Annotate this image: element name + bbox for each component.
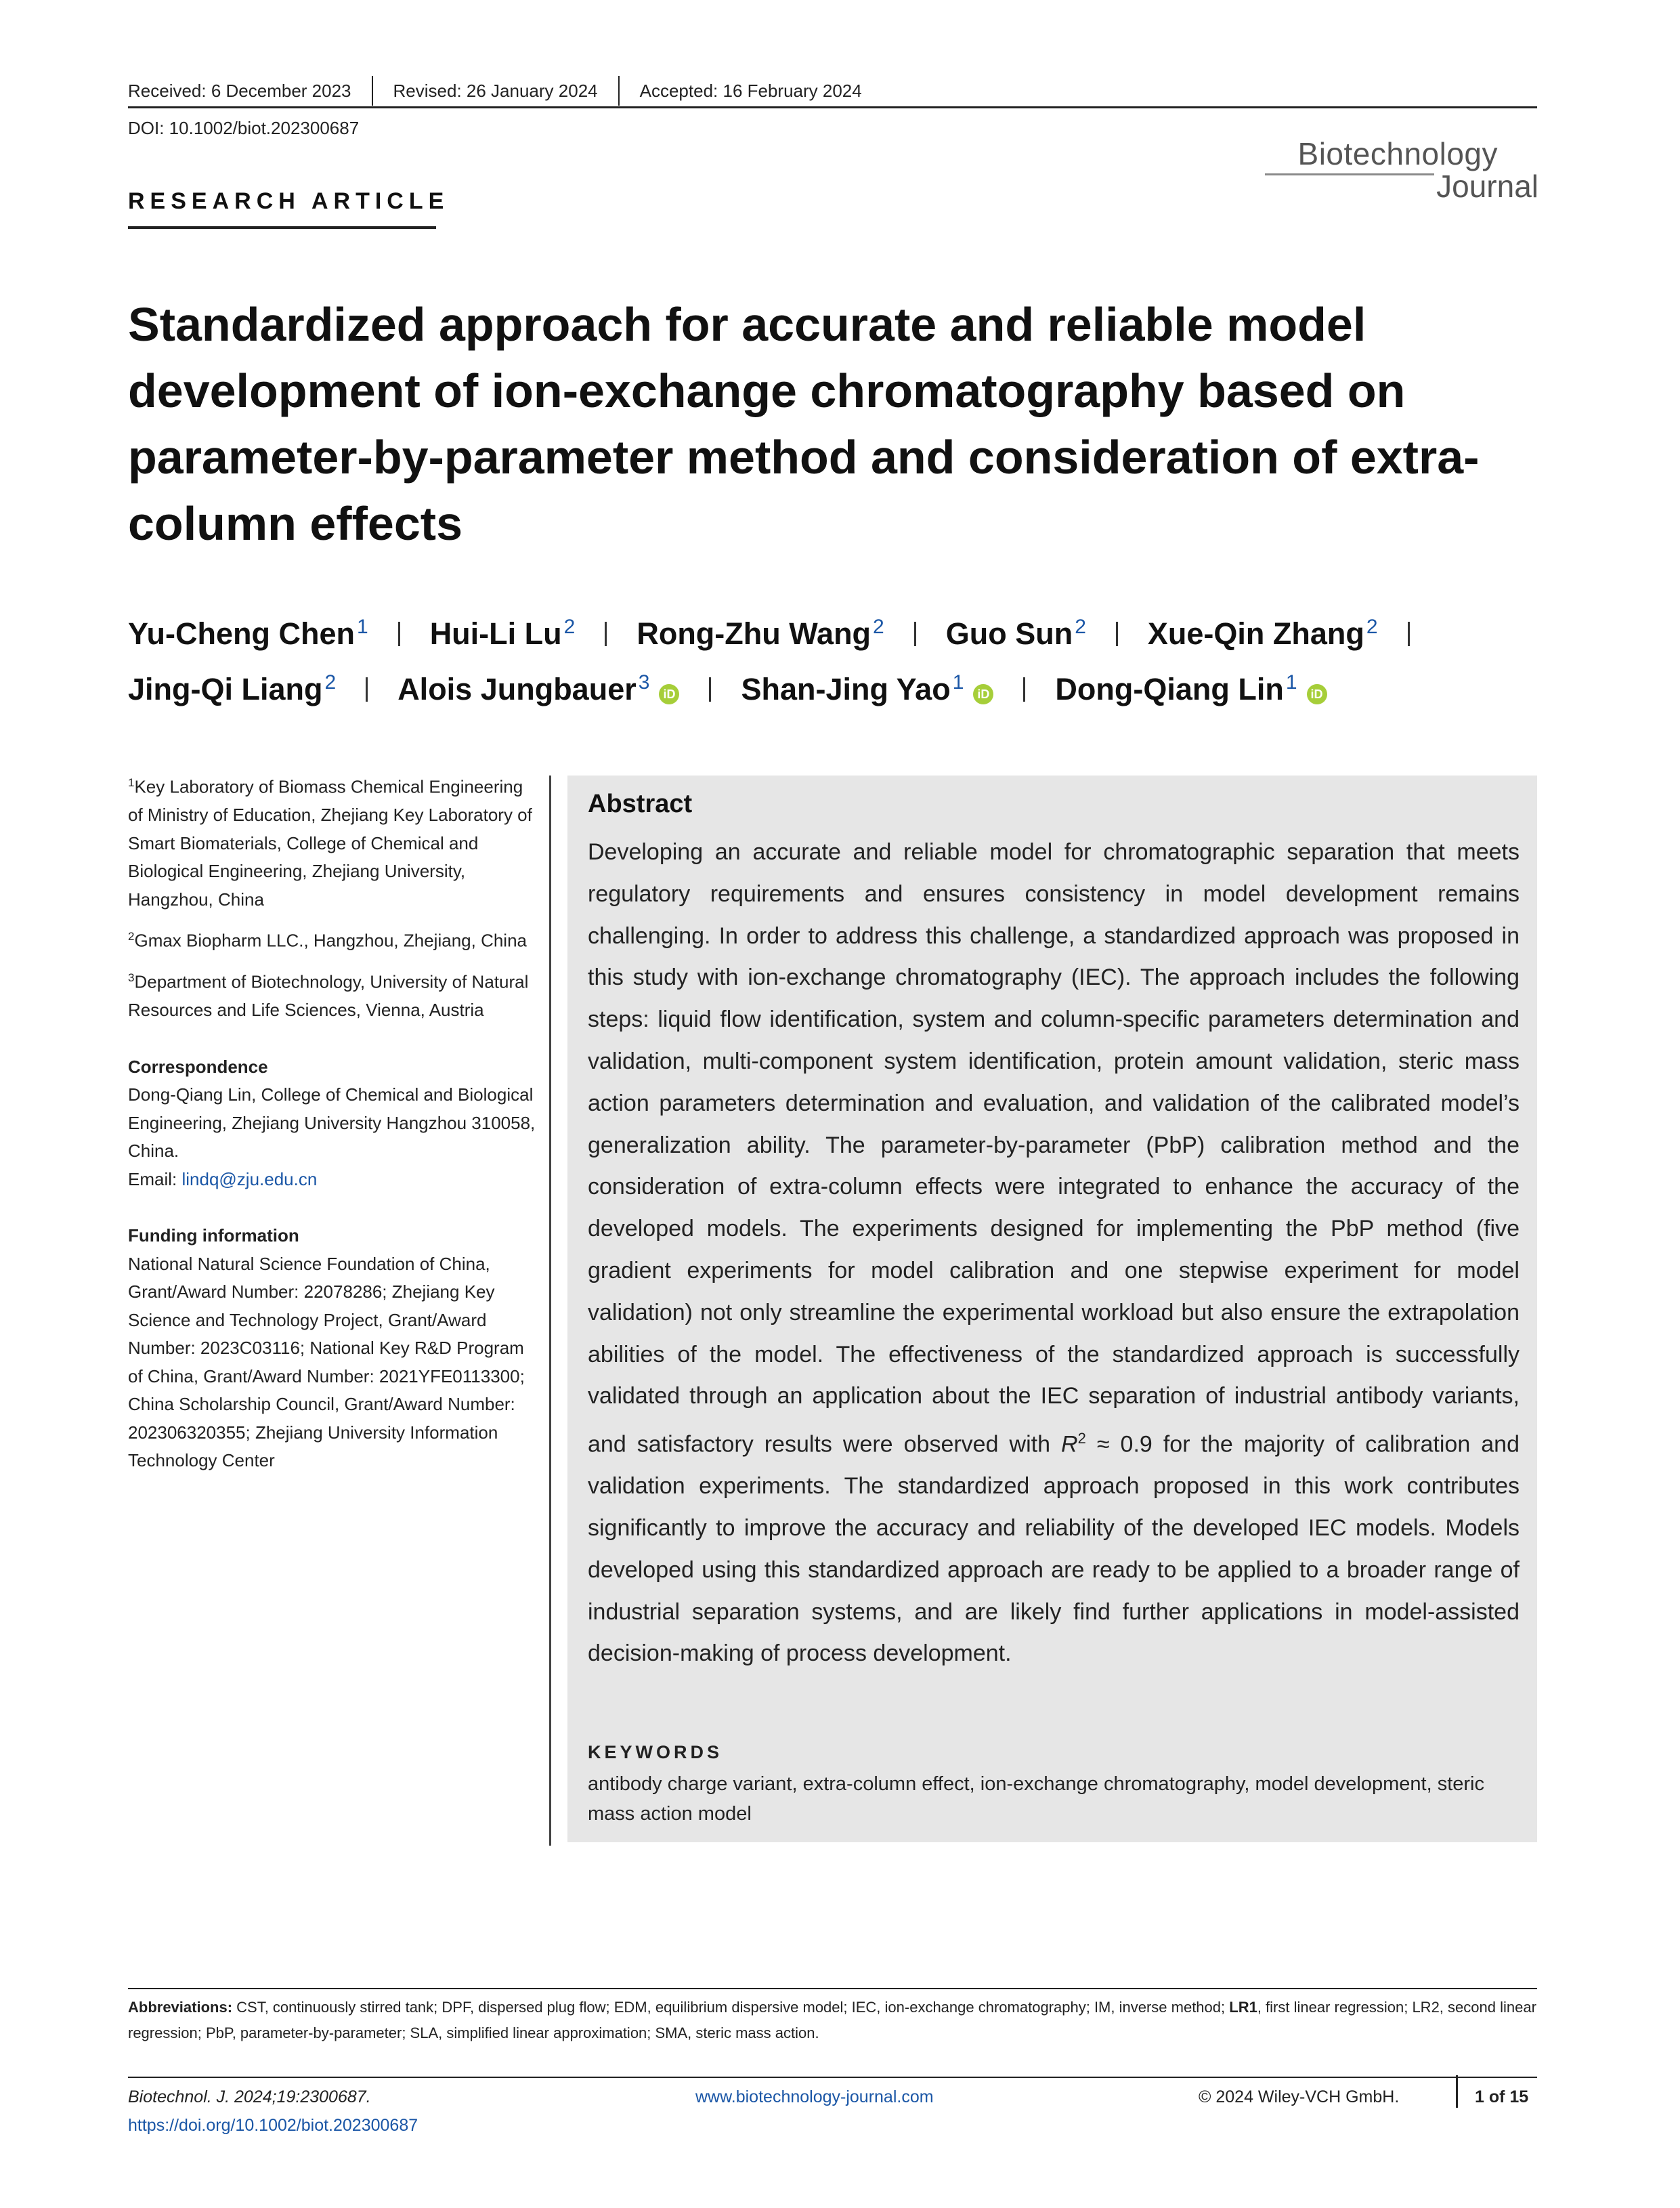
author-aff: 1 xyxy=(1285,671,1297,694)
separator xyxy=(914,622,916,646)
citation: Biotechnol. J. 2024;19:2300687. xyxy=(128,2087,371,2106)
r-symbol: R xyxy=(1061,1431,1078,1458)
separator xyxy=(605,622,607,646)
logo-line2: Journal xyxy=(1436,169,1538,204)
author-aff: 3 xyxy=(638,671,650,694)
keywords-text: antibody charge variant, extra-column effect, ion-exchange chromatography, model development, steric mass action model xyxy=(588,1773,1484,1825)
accepted-date: Accepted: 16 February 2024 xyxy=(618,76,882,106)
author-name: Alois Jungbauer xyxy=(397,672,637,706)
website-link[interactable]: www.biotechnology-journal.com xyxy=(695,2087,934,2106)
footer-rule xyxy=(128,2077,1537,2078)
column-divider xyxy=(549,776,551,1846)
separator xyxy=(1116,622,1118,646)
journal-logo xyxy=(1259,135,1538,210)
correspondence-email xyxy=(128,1166,541,1194)
author-aff: 2 xyxy=(1366,616,1378,638)
abbreviations-label: Abbreviations: xyxy=(128,1999,233,2016)
email-label: Email: xyxy=(128,1168,182,1189)
abstract-text xyxy=(588,832,1520,1675)
abstract-text-part: Developing an accurate and reliable model for chromatographic separation that meets regulatory requirements and ensures consistency in model development remains challenging. In order to address this challenge, a standardized approach was proposed in this study with ion-exchange chromatography (IEC). The approach includes the following steps: liquid flow identification, system and column-specific parameters determination and validation, multi-component system identification, protein amount validation, steric mass action parameters determination and evaluation, and validation of the calibrated model’s generalization ability. The parameter-by-parameter (PbP) calibration method and the consideration of extra-column effects were integrated to enhance the accuracy of the developed models. The experiments designed for implementing the PbP method (five gradient experiments for model calibration and one stepwise experiment for model validation) not only streamline the experimental workload but also ensure the extrapolation abilities of the model. The effectiveness of the standardized approach is successfully validated through an application about the IEC separation of industrial antibody variants, and satisfactory results were observed with xyxy=(588,839,1520,1458)
orcid-icon[interactable]: iD xyxy=(659,684,679,704)
abbreviations xyxy=(128,1995,1537,2046)
keywords-heading: KEYWORDS xyxy=(588,1742,723,1762)
affiliation-text: Key Laboratory of Biomass Chemical Engineering of Ministry of Education, Zhejiang Key Laboratory of Smart Biomaterials, College of Chemical and Biological Engineering, Zhejiang University, Hangzhou, China xyxy=(128,776,532,910)
author-name: Hui-Li Lu xyxy=(429,616,562,651)
article-type: RESEARCH ARTICLE xyxy=(128,188,450,214)
author xyxy=(128,603,368,658)
author-aff: 2 xyxy=(1075,616,1086,638)
abbreviation-lr1: LR1 xyxy=(1229,1999,1257,2016)
affiliation-number: 3 xyxy=(128,971,135,985)
author-aff: 2 xyxy=(563,616,576,638)
abstract-text-part: ≈ 0.9 for the majority of calibration and validation experiments. The standardized approach proposed in this work contributes significantly to improve the accuracy and reliability of the developed IEC models. Models developed using this standardized approach are ready to be applied to a broader range of industrial separation systems, and are likely find further applications in model-assisted decision-making of process development. xyxy=(588,1431,1520,1667)
author xyxy=(637,603,884,658)
separator xyxy=(709,677,711,702)
doi-link[interactable]: https://doi.org/10.1002/biot.202300687 xyxy=(128,2116,418,2135)
page-separator xyxy=(1456,2075,1458,2108)
affiliation-text: Department of Biotechnology, University of Natural Resources and Life Sciences, Vienna, Austria xyxy=(128,971,529,1021)
logo-bar xyxy=(1265,173,1434,175)
affiliation xyxy=(128,964,541,1025)
author xyxy=(741,658,993,714)
article-dates xyxy=(128,76,1536,106)
author-aff: 2 xyxy=(324,671,337,694)
doi: DOI: 10.1002/biot.202300687 xyxy=(128,118,360,138)
r-superscript: 2 xyxy=(1077,1430,1086,1447)
orcid-icon[interactable]: iD xyxy=(973,684,993,704)
correspondence-text: Dong-Qiang Lin, College of Chemical and Biological Engineering, Zhejiang University Hangzhou 310058, China. xyxy=(128,1084,536,1162)
funding-text: National Natural Science Foundation of China, Grant/Award Number: 22078286; Zhejiang Key Science and Technology Project, Grant/Award Number: 2023C03116; National Key R&D Program of China, Grant/Award Number: 2021YFE0113300; China Scholarship Council, Grant/Award Number: 202306320355; Zhejiang University Information Technology Center xyxy=(128,1253,525,1471)
author-name: Guo Sun xyxy=(945,616,1073,651)
author xyxy=(1055,658,1327,714)
author-name: Yu-Cheng Chen xyxy=(128,616,355,651)
author-aff: 1 xyxy=(357,616,368,638)
article-type-rule xyxy=(128,226,436,229)
author-list xyxy=(128,603,1537,714)
abstract-heading: Abstract xyxy=(588,790,693,818)
separator xyxy=(1408,622,1410,646)
abbreviations-text: CST, continuously stirred tank; DPF, dispersed plug flow; EDM, equilibrium dispersive model; IEC, ion-exchange chromatography; IM, inverse method; xyxy=(232,1999,1230,2016)
abbreviations-text: , first linear regression; LR2, second linear regression; PbP, parameter-by-parameter; SLA, simplified linear approximation; SMA, steric mass action. xyxy=(128,1999,1536,2041)
sidebar-info xyxy=(128,769,541,1475)
received-date: Received: 6 December 2023 xyxy=(128,81,351,101)
orcid-icon[interactable]: iD xyxy=(1307,684,1327,704)
email-link[interactable]: lindq@zju.edu.cn xyxy=(181,1168,318,1189)
author-name: Shan-Jing Yao xyxy=(741,672,951,706)
affiliation-number: 2 xyxy=(128,930,135,943)
author xyxy=(397,658,679,714)
header-rule xyxy=(128,106,1537,108)
affiliation xyxy=(128,922,541,955)
page-number: 1 of 15 xyxy=(1475,2087,1529,2106)
abbreviations-rule xyxy=(128,1988,1537,1989)
author-name: Xue-Qin Zhang xyxy=(1147,616,1364,651)
affiliation xyxy=(128,769,541,914)
author-aff: 1 xyxy=(952,671,964,694)
funding-heading: Funding information xyxy=(128,1225,299,1246)
author xyxy=(1148,603,1378,658)
affiliation-text: Gmax Biopharm LLC., Hangzhou, Zhejiang, China xyxy=(134,930,527,951)
author xyxy=(946,603,1086,658)
affiliation-number: 1 xyxy=(128,776,135,789)
revised-date: Revised: 26 January 2024 xyxy=(372,76,618,106)
author-name: Rong-Zhu Wang xyxy=(637,616,871,651)
author-name: Dong-Qiang Lin xyxy=(1055,672,1284,706)
author xyxy=(430,603,576,658)
author xyxy=(128,658,336,714)
correspondence-heading: Correspondence xyxy=(128,1056,268,1077)
copyright: © 2024 Wiley-VCH GmbH. xyxy=(1199,2087,1400,2106)
author-aff: 2 xyxy=(873,616,884,638)
separator xyxy=(1023,677,1025,702)
paper-title: Standardized approach for accurate and reliable model development of ion-exchange chromatography based on parameter-by-parameter method and consideration of extra-column effects xyxy=(128,298,1480,550)
author-name: Jing-Qi Liang xyxy=(128,672,323,706)
separator xyxy=(366,677,368,702)
separator xyxy=(398,622,400,646)
logo-line1: Biotechnology xyxy=(1297,136,1498,171)
